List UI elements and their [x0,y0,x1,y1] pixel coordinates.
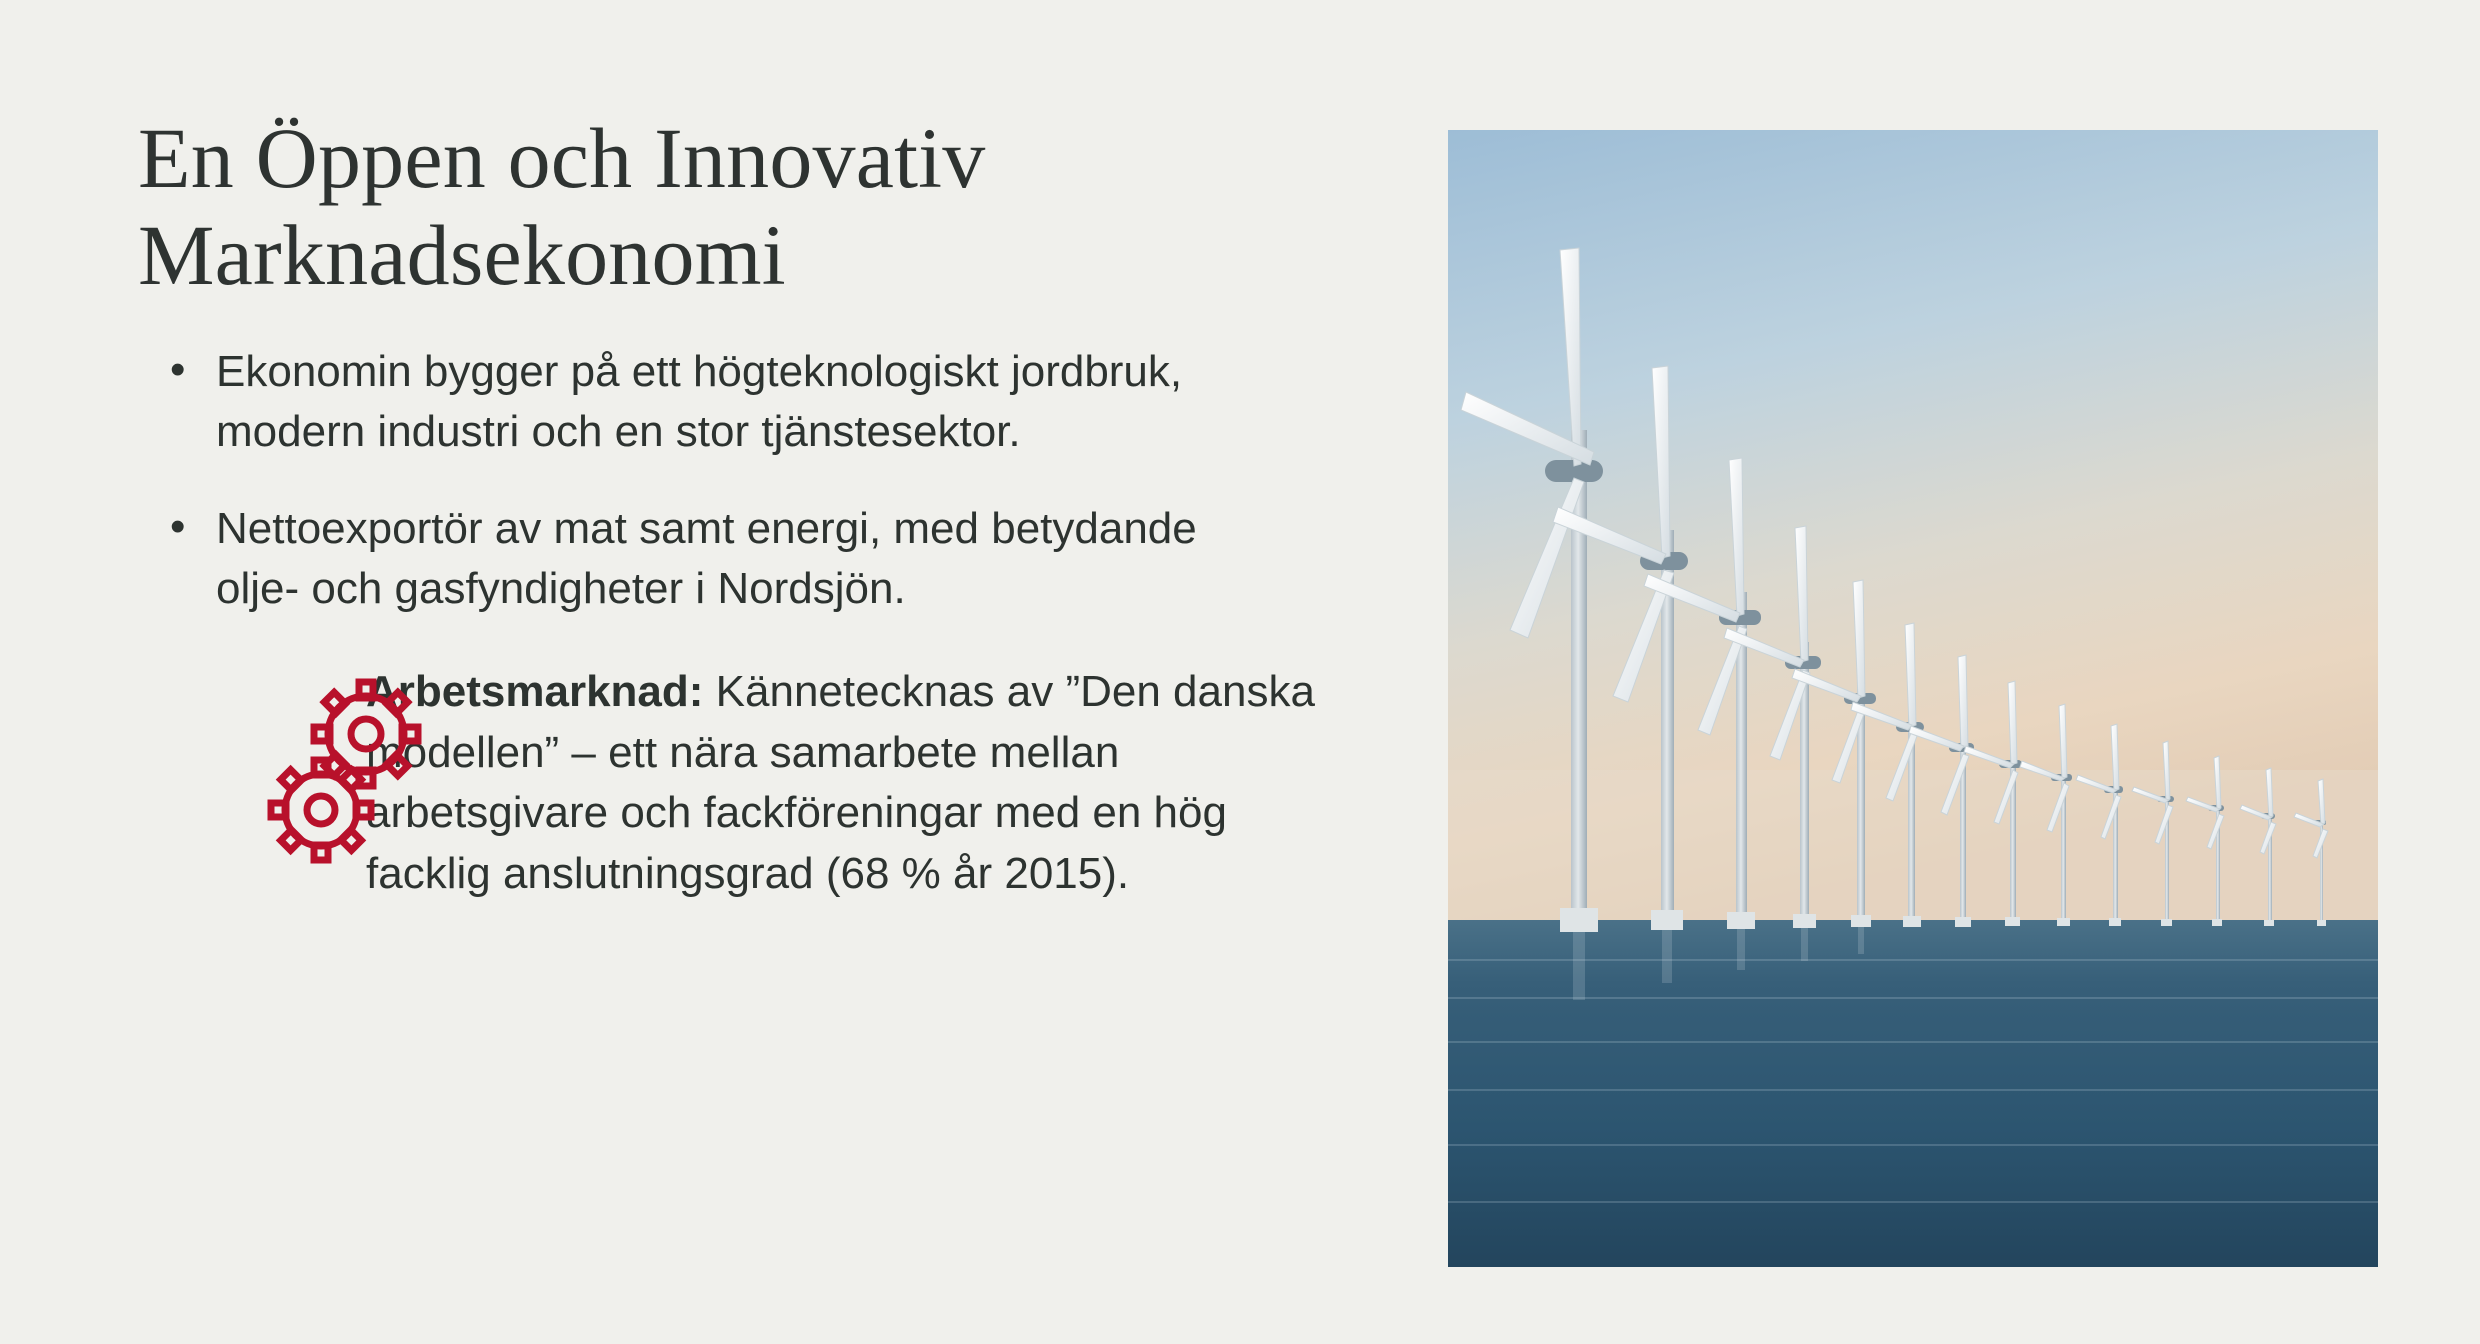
highlight-body: Kännetecknas av ”Den danska modellen” – ett nära samarbete mellan arbetsgivare och fackföreningar med en hög facklig anslutningsgrad (68 % år 2015). [366,666,1315,899]
list-item: • Nettoexportör av mat samt energi, med betydande olje- och gasfyndigheter i Nordsjön. [138,499,1236,618]
bullet-list [138,342,1318,618]
page-title: En Öppen och Innovativ Marknadsekonomi [138,110,986,304]
highlight-lead: Arbetsmarknad: [366,666,704,716]
highlight-text [366,662,1318,905]
gears-icon [263,676,433,876]
slide-content [138,110,1318,949]
highlight-block [138,662,1318,905]
offshore-wind-farm-photo [1448,130,2378,1267]
list-item: • Ekonomin bygger på ett högteknologiskt jordbruk, modern industri och en stor tjänstesektor. [138,342,1236,461]
